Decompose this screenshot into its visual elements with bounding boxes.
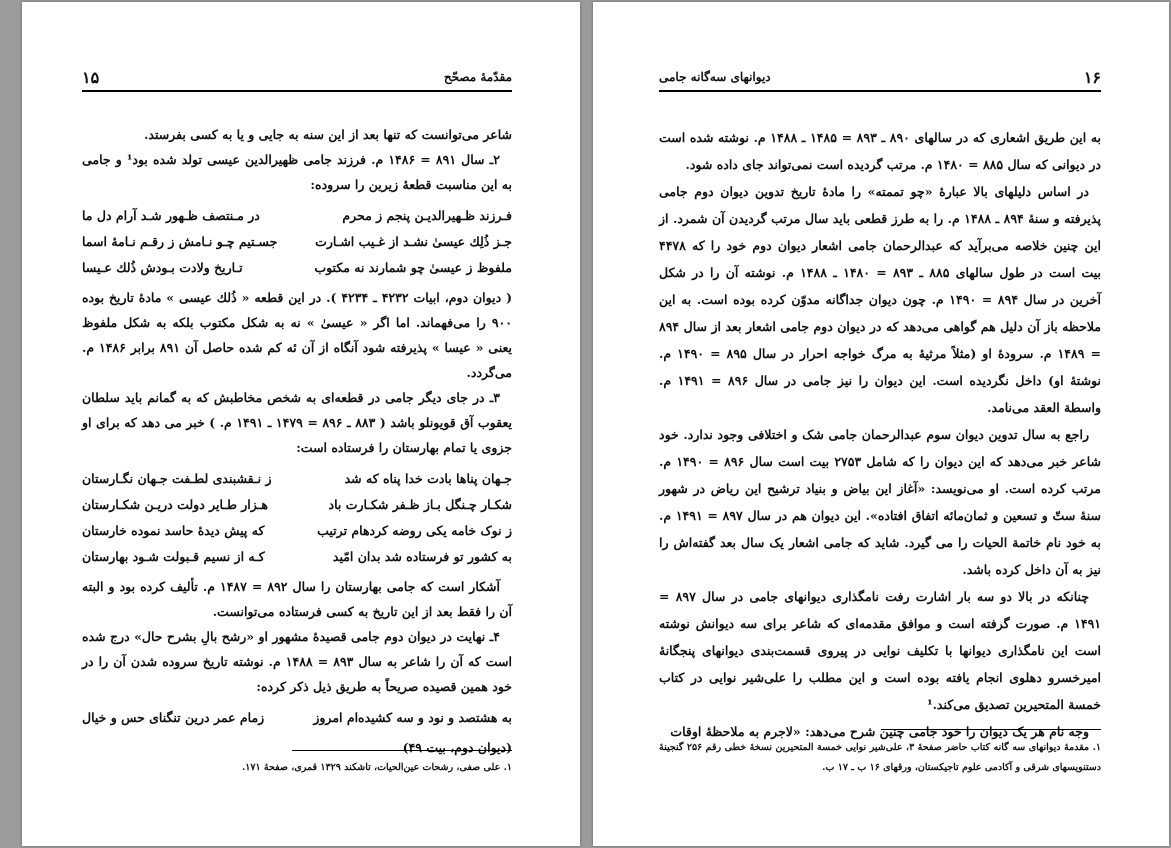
- poem-verse-block: [82, 466, 512, 570]
- paragraph: به این طریق اشعاری که در سالهای ۸۹۰ ـ ۸۹۳ = ۱۴۸۵ ـ ۱۴۸۸ م. نوشته شده است در دیوانی که سال ۸۸۵ = ۱۴۸۰ م. مرتب گردیده است نمی‌تواند جای داده شود.: [659, 130, 1101, 172]
- footnote-divider: [292, 750, 512, 751]
- verse-hemistich: جـز ذُلِك عیسیٰ نشـد از غـیب اشـارت: [315, 234, 512, 249]
- verse-hemistich: کـه از نسیم قـبولت شـود بهارستان: [82, 549, 265, 564]
- footnote: ۱. مقدمهٔ دیوانهای سه گانه کتاب حاضر صفحهٔ ۳، علی‌شیر نوایی خمسة المتحیرین نسخهٔ خطی رقم ۲۵۶ گنجینهٔ دستنویسهای شرقی و آکادمی علوم تاجیکستان، ورقهای ۱۶ ب ـ ۱۷ ب.: [659, 742, 1101, 773]
- verse-hemistich: شکـار چـنگل بـاز ظـفر شکـارت باد: [328, 497, 512, 512]
- right-page-body: [659, 124, 1101, 745]
- left-running-title: مقدّمهٔ مصحّح: [443, 70, 512, 84]
- paragraph: ۳ـ در جای دیگر جامی در قطعه‌ای به شخص مخاطبش که به گمانم باید سلطان یعقوب آق قویونلو باشد ( ۸۸۳ ـ ۸۹۶ = ۱۴۷۹ ـ ۱۴۹۱ م. ) خبر می دهد که برای او جزوی یا تمام بهارستان را فرستاده است:: [82, 390, 512, 455]
- paragraph: ۲ـ سال ۸۹۱ = ۱۴۸۶ م. فرزند جامی ظهیرالدین عیسی تولد شده بود¹ و جامی به این مناسبت قطعهٔ زیرین را سروده:: [82, 152, 512, 192]
- paragraph: ۴ـ نهایت در دیوان دوم جامی قصیدهٔ مشهور او «رشح بالِ بشرح حال» درج شده است که آن را شاعر به سال ۸۹۳ = ۱۴۸۸ م. نوشته تاریخ سروده شدن آن را در خود همین قصیده صریحاً به طریق ذیل ذکر کرده:: [82, 629, 512, 694]
- paragraph: آشکار است که جامی بهارستان را سال ۸۹۲ = ۱۴۸۷ م. تألیف کرده بود و البته آن را فقط بعد از این تاریخ به کسی فرستاده می‌توانست.: [82, 579, 512, 619]
- paragraph: وجه نام هر یک دیوان را خود جامی چنین شرح می‌دهد: «لاجرم به ملاحظهٔ اوقات: [670, 724, 1089, 739]
- verse-hemistich: هـزار طـایر دولت دریـن شکـارستان: [82, 497, 268, 512]
- verse-hemistich: در مـنتصف ظـهور شـد آرام دل ما: [82, 208, 260, 223]
- right-page-header: [659, 68, 1101, 92]
- right-page: [593, 2, 1169, 846]
- left-page: [22, 2, 580, 846]
- verse-hemistich: تـاریخ ولادت بـودش ذُلك عـیسا: [82, 260, 243, 275]
- paragraph: ( دیوان دوم، ابیات ۴۲۳۲ ـ ۴۲۳۴ ). در این قطعه « ذُلك عیسی » مادهٔ تاریخ بوده ۹۰۰ را می‌فهماند. اما اگر « عیسیٰ » نه به شکل مکتوب بلکه به شکل ملفوظ یعنی « عیسا » پذیرفته شود آنگاه از آن ئه کم شده حاصل آن ۸۹۱ برابر ۱۴۸۶ م. می‌گردد.: [82, 290, 512, 380]
- verse-hemistich: زمام عمر درین تنگنای حس و خیال: [82, 710, 265, 725]
- paragraph: چنانکه در بالا دو سه بار اشارت رفت نامگذاری دیوانهای جامی در سال ۸۹۷ = ۱۴۹۱ م. صورت گرفته است و موافق مقدمه‌ای که شاعر برای سه دیوانش نوشته است این نامگذاری دیوانها با تکلیف نوایی در پیروی قسمت‌بندی دیوانهای پنجگانهٔ امیرخسرو دهلوی انجام یافته بوده است و این مطلب را علی‌شیر نوایی در کتاب خمسة المتحیرین تصدیق می‌کند.¹: [659, 589, 1101, 712]
- right-running-title: دیوانهای سه‌گانه جامی: [659, 70, 771, 84]
- paragraph: راجع به سال تدوین دیوان سوم عبدالرحمان جامی شک و اختلافی وجود ندارد. خود شاعر خبر می‌دهد که این دیوان را که شامل ۲۷۵۳ بیت است سال ۸۹۶ = ۱۴۹۰ م. مرتب کرده است. او می‌نویسد: «آغاز این بیاض و بنیاد ترشیح این ریاض در شهور سنهٔ ستّ و تسعین و ثمان‌مائه اتفاق افتاده». این دیوان هم در سال ۸۹۷ = ۱۴۹۱ م. به خود نام خاتمة الحیات را می گیرد. شاید که جامی اشعار یک سال بعد گفته‌اش را نیز به آن داخل کرده باشد.: [659, 427, 1101, 577]
- footnote: ۱. علی صفی، رشحات عین‌الحیات، تاشکند ۱۳۲۹ قمری، صفحهٔ ۱۷۱.: [241, 762, 512, 773]
- left-page-number: ۱۵: [82, 68, 100, 87]
- verse-hemistich: ملفوظ ز عیسیٰ چو شمارند نه مکتوب: [314, 260, 512, 275]
- footnote-divider: [881, 729, 1101, 730]
- left-page-body: [82, 122, 512, 760]
- verse-hemistich: جسـتیم چـو نـامش ز رقـم نـامهٔ اسما: [82, 234, 278, 249]
- right-page-number: ۱۶: [1083, 68, 1101, 87]
- left-page-header: [82, 68, 512, 92]
- verse-hemistich: به کشور تو فرستاده شد بدان امّید: [332, 549, 512, 564]
- verse-hemistich: ز نـقشبندی لطـفت جـهان نگـارستان: [82, 471, 272, 486]
- paragraph: در اساس دلیلهای بالا عبارهٔ «چو تممته» را مادهٔ تاریخ تدوین دیوان دوم جامی پذیرفته و سنهٔ ۸۹۴ ـ ۱۴۸۸ م. را به طرز قطعی باید سال مرتب گردیدن آن شمرد. از این چنین خلاصه می‌برآید که عبدالرحمان جامی اشعار دیوان دوم خود را که ۴۴۷۸ بیت است در طول سالهای ۸۸۵ ـ ۸۹۳ = ۱۴۸۰ ـ ۱۴۸۸ م. نوشته آن را در شکل آخرین در سال ۸۹۴ = ۱۴۹۰ م. چون دیوان جداگانه مدوّن کرده بوده است. به این ملاحظه باز آن دلیل هم گواهی می‌دهد که در دیوان دوم جامی اشعار بعد از سال ۸۹۴ = ۱۴۸۹ م. سرودهٔ او (مثلاً مرثیهٔ به مرگ خواجه احرار در سال ۸۹۵ = ۱۴۹۰ م. نوشتهٔ او) داخل نگردیده است. این دیوان را نیز جامی در سال ۸۹۶ = ۱۴۹۱ م. واسطة العقد می‌نامد.: [659, 184, 1101, 415]
- verse-hemistich: جـهان پناها بادت خدا پناه که شد: [344, 471, 512, 486]
- poem-verse-block: [82, 705, 512, 731]
- paragraph: شاعر می‌توانست که تنها بعد از این سنه به جایی و یا به کسی بفرستد.: [144, 127, 512, 142]
- verse-hemistich: ز نوک خامه یکی روضه کردهام ترتیب: [317, 523, 512, 538]
- poem-verse-block: [82, 203, 512, 281]
- verse-hemistich: فـرزند ظـهیرالدیـن پنجم ز محرم: [342, 208, 512, 223]
- verse-hemistich: که پیش دیدهٔ حاسد نموده خارستان: [82, 523, 265, 538]
- verse-hemistich: به هشتصد و نود و سه کشیده‌ام امروز: [313, 710, 512, 725]
- verse-citation: (دیوان دوم، بیت ۴۹): [402, 740, 512, 755]
